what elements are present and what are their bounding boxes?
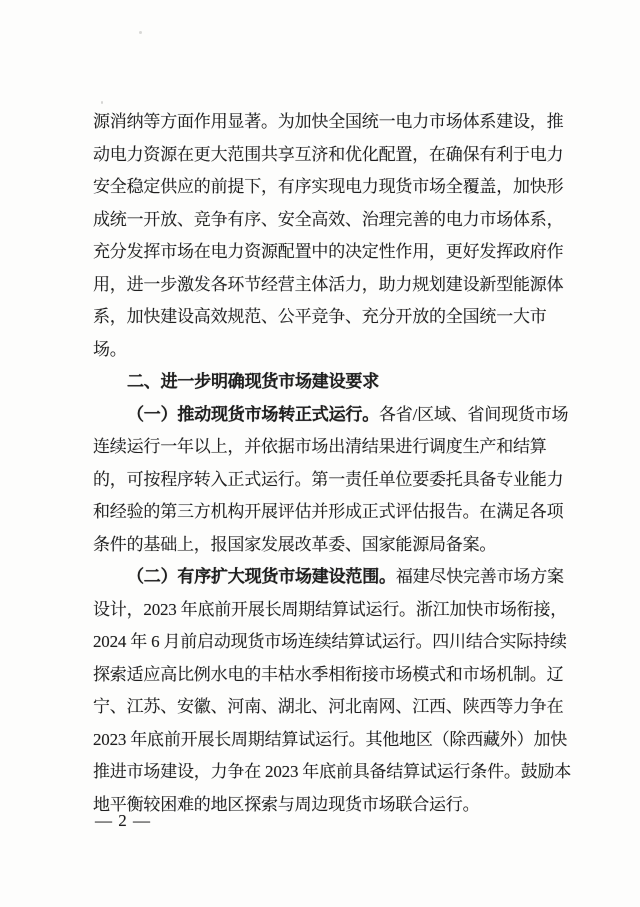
paragraph-lead-bold: （二）有序扩大现货市场建设范围。: [127, 567, 396, 586]
text-line: [93, 399, 571, 432]
text-line: 充分发挥市场在电力资源配置中的决定性作用，更好发挥政府作: [93, 242, 564, 261]
text-line: 推进市场建设，力争在 2023 年底前具备结算试运行条件。鼓励本: [93, 762, 572, 781]
section-heading: 二、进一步明确现货市场建设要求: [127, 372, 379, 391]
text-line: 条件的基础上，报国家发展改革委、国家能源局备案。: [93, 534, 497, 554]
text-line: 地平衡较困难的地区探索与周边现货市场联合运行。: [93, 794, 480, 814]
scan-speck: [101, 101, 103, 104]
text-line: 探索适应高比例水电的丰枯水季相衔接市场模式和市场机制。辽: [93, 664, 564, 684]
text-line: 源消纳等方面作用显著。为加快全国统一电力市场体系建设，推: [93, 112, 564, 131]
text-line: 系，加快建设高效规范、公平竞争、充分开放的全国统一大市: [93, 307, 547, 326]
text-line: 用，进一步激发各环节经营主体活力，助力规划建设新型能源体: [93, 274, 564, 294]
paragraph-lead-bold: （一）推动现货市场转正式运行。: [127, 404, 379, 424]
text-line: 的，可按程序转入正式运行。第一责任单位要委托具备专业能力: [93, 469, 564, 489]
text-line: 安全稳定供应的前提下，有序实现电力现货市场全覆盖，加快形: [93, 177, 564, 196]
text-line: 2024 年 6 月前启动现货市场连续结算试运行。四川结合实际持续: [93, 632, 567, 651]
text-line: 和经验的第三方机构开展评估并形成正式评估报告。在满足各项: [93, 502, 564, 521]
page-number: — 2 —: [95, 811, 151, 830]
text-line: 场。: [93, 339, 127, 359]
text-line: 2023 年底前开展长周期结算试运行。其他地区（除西藏外）加快: [93, 729, 568, 749]
text-line: 成统一开放、竞争有序、安全高效、治理完善的电力市场体系，: [93, 209, 564, 229]
text-line: 连续运行一年以上，并依据市场出清结果进行调度生产和结算: [93, 437, 547, 456]
text-line: 宁、江苏、安徽、河南、湖北、河北南网、江西、陕西等力争在: [93, 697, 564, 716]
paragraph-text: 各省/区域、省间现货市场: [379, 404, 569, 424]
text-line: 动电力资源在更大范围共享互济和优化配置，在确保有利于电力: [93, 144, 564, 164]
text-line: 设计，2023 年底前开展长周期结算试运行。浙江加快市场衔接，: [93, 599, 568, 619]
paragraph-text: 福建尽快完善市场方案: [395, 567, 564, 586]
text-line: [93, 561, 571, 594]
scan-speck: [139, 31, 142, 34]
document-body: [93, 106, 571, 821]
